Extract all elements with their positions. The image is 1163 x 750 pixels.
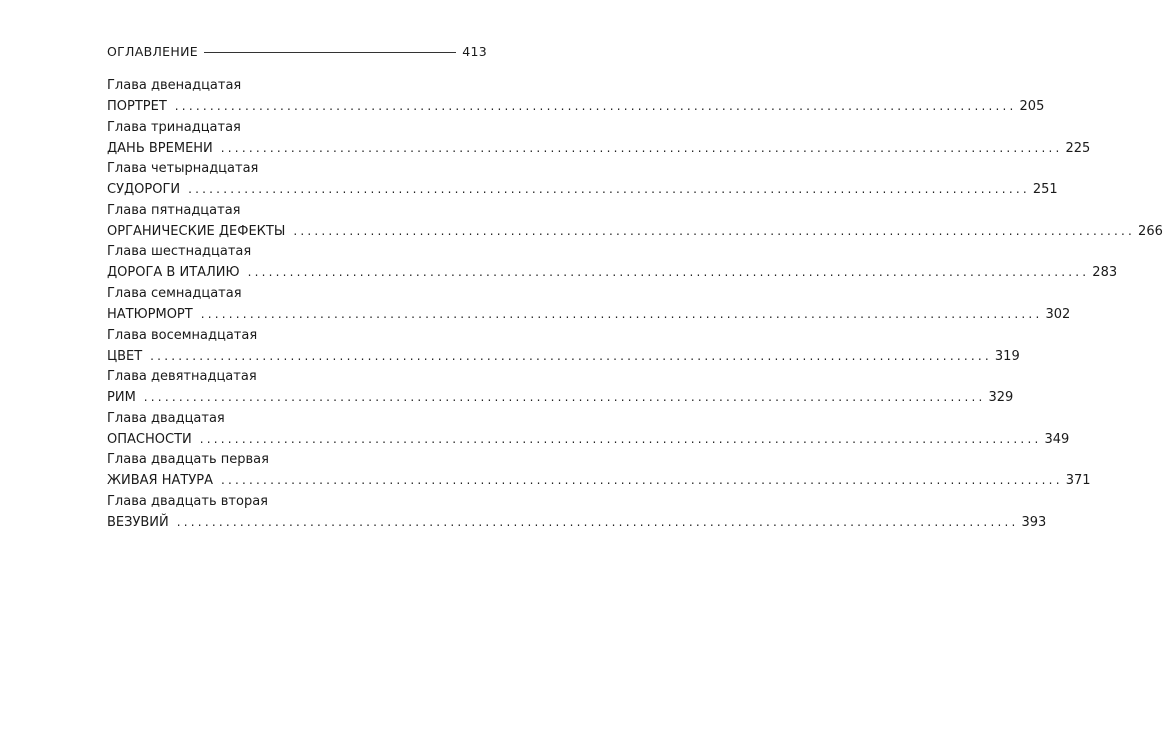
toc-line bbox=[107, 512, 1047, 532]
table-of-contents bbox=[107, 76, 1163, 534]
chapter-title: ДОРОГА В ИТАЛИЮ bbox=[107, 265, 240, 281]
toc-line bbox=[107, 470, 1091, 490]
toc-entry bbox=[107, 118, 1091, 160]
chapter-page-number: 329 bbox=[988, 390, 1014, 406]
chapter-title: ОРГАНИЧЕСКИЕ ДЕФЕКТЫ bbox=[107, 223, 286, 239]
chapter-label: Глава девятнадцатая bbox=[107, 369, 257, 385]
chapter-page-number: 349 bbox=[1044, 431, 1070, 447]
chapter-page-number: 266 bbox=[1138, 223, 1163, 239]
dot-leader: ........................................................................................................................ bbox=[143, 390, 986, 405]
dot-leader: ........................................................................................................................ bbox=[200, 306, 1043, 321]
dot-leader: ........................................................................................................................ bbox=[176, 514, 1019, 529]
chapter-title: ЦВЕТ bbox=[107, 348, 143, 364]
dot-leader: ........................................................................................................................ bbox=[199, 431, 1042, 446]
toc-entry bbox=[107, 159, 1058, 201]
chapter-title: РИМ bbox=[107, 390, 136, 406]
chapter-label: Глава двенадцатая bbox=[107, 78, 242, 93]
dot-leader: ........................................................................................................................ bbox=[188, 182, 1030, 197]
chapter-page-number: 371 bbox=[1065, 473, 1091, 489]
chapter-title: СУДОРОГИ bbox=[107, 182, 181, 198]
toc-line bbox=[107, 179, 1058, 199]
toc-entry bbox=[107, 326, 1020, 368]
chapter-page-number: 225 bbox=[1065, 140, 1091, 156]
dot-leader: ........................................................................................................................ bbox=[247, 265, 1090, 280]
chapter-page-number: 393 bbox=[1021, 514, 1047, 530]
toc-line bbox=[107, 262, 1118, 282]
chapter-label: Глава четырнадцатая bbox=[107, 161, 259, 177]
toc-line bbox=[107, 429, 1070, 449]
chapter-title: ВЕЗУВИЙ bbox=[107, 514, 169, 530]
chapter-title: ОПАСНОСТИ bbox=[107, 431, 192, 447]
running-header bbox=[107, 44, 487, 59]
toc-entry bbox=[107, 242, 1118, 284]
toc-line bbox=[107, 346, 1020, 366]
header-title: ОГЛАВЛЕНИЕ bbox=[107, 44, 198, 59]
toc-entry bbox=[107, 450, 1091, 492]
chapter-label: Глава двадцать первая bbox=[107, 452, 269, 468]
header-rule bbox=[204, 52, 456, 53]
toc-entry bbox=[107, 367, 1014, 409]
toc-entry bbox=[107, 492, 1047, 534]
toc-entry bbox=[107, 409, 1070, 451]
chapter-page-number: 283 bbox=[1092, 265, 1118, 281]
chapter-title: ПОРТРЕТ bbox=[107, 99, 167, 114]
header-page-number: 413 bbox=[462, 44, 487, 59]
chapter-page-number: 251 bbox=[1032, 182, 1058, 198]
chapter-label: Глава двадцать вторая bbox=[107, 493, 268, 509]
chapter-label: Глава восемнадцатая bbox=[107, 327, 258, 343]
chapter-page-number: 319 bbox=[994, 348, 1020, 364]
toc-line bbox=[107, 96, 1045, 116]
chapter-label: Глава пятнадцатая bbox=[107, 202, 241, 218]
chapter-label: Глава двадцатая bbox=[107, 410, 225, 426]
dot-leader: ........................................................................................................................ bbox=[150, 348, 992, 363]
toc-entry bbox=[107, 76, 1045, 118]
toc-entry bbox=[107, 201, 1163, 243]
toc-line bbox=[107, 138, 1091, 158]
chapter-title: ЖИВАЯ НАТУРА bbox=[107, 473, 213, 489]
dot-leader: ........................................................................................................................ bbox=[220, 140, 1063, 155]
dot-leader: ........................................................................................................................ bbox=[220, 473, 1063, 488]
chapter-label: Глава шестнадцатая bbox=[107, 244, 252, 260]
chapter-title: НАТЮРМОРТ bbox=[107, 306, 193, 322]
chapter-label: Глава семнадцатая bbox=[107, 285, 242, 301]
dot-leader: ........................................................................................................................ bbox=[174, 99, 1017, 113]
chapter-page-number: 302 bbox=[1045, 306, 1071, 322]
chapter-title: ДАНЬ ВРЕМЕНИ bbox=[107, 140, 213, 156]
chapter-label: Глава тринадцатая bbox=[107, 119, 241, 135]
chapter-page-number: 205 bbox=[1019, 99, 1045, 114]
toc-line bbox=[107, 221, 1163, 241]
toc-line bbox=[107, 304, 1071, 324]
toc-line bbox=[107, 387, 1014, 407]
toc-entry bbox=[107, 284, 1071, 326]
dot-leader: ........................................................................................................................ bbox=[293, 223, 1136, 238]
